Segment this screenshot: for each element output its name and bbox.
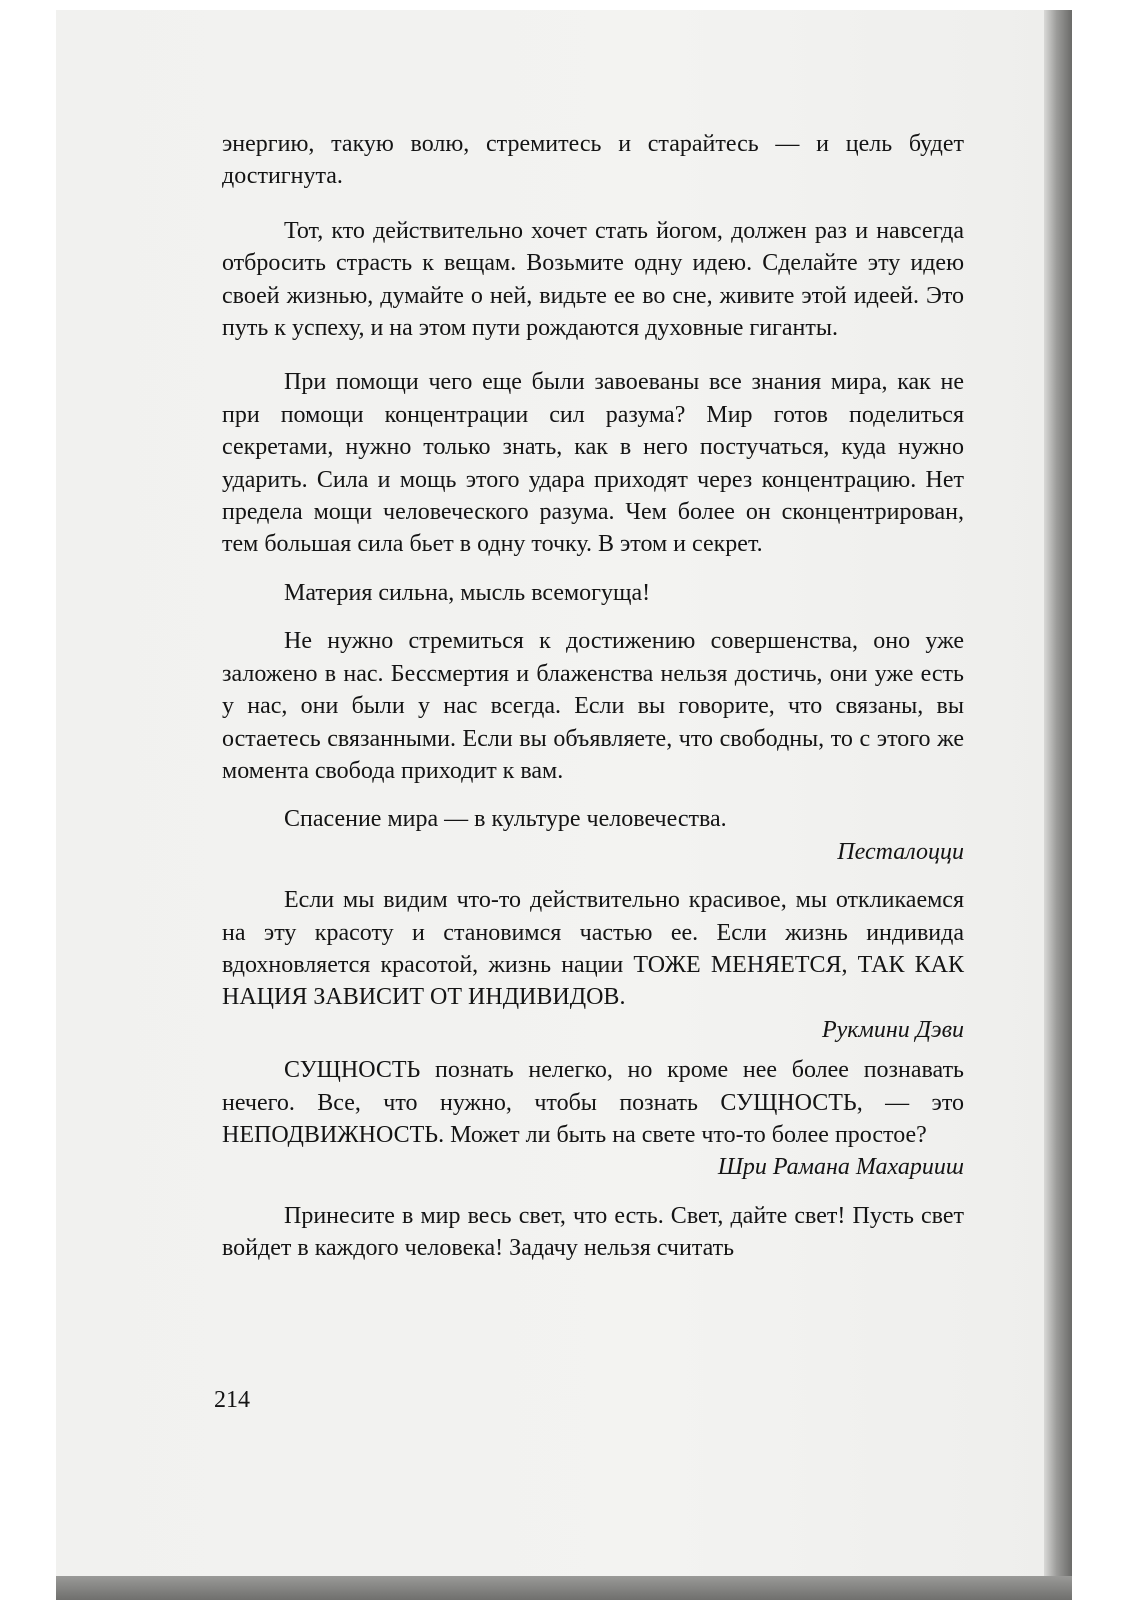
paragraph-concentration: При помощи чего еще были завоеваны все знания мира, как не при помощи концентрации сил разума? Мир готов поделиться секретами, нужно только знать, как в него постучаться, куда нужно ударить. Сила и мощь этого удара приходят через концентрацию. Нет предела мощи человеческого разума. Чем более он сконцентрирован, тем большая сила бьет в одну точку. В этом и секрет. (222, 369, 964, 558)
page-number: 214 (214, 1387, 250, 1413)
paragraph-light: Принесите в мир весь свет, что есть. Свет, дайте свет! Пусть свет войдет в каждого человека! Задачу нельзя считать (222, 1202, 964, 1262)
book-spine-shadow (1044, 10, 1072, 1600)
scan-right-margin (1072, 0, 1132, 1600)
quote-author-rukmini-devi: Рукмини Дэви (821, 1016, 964, 1043)
paragraph-perfection: Не нужно стремиться к достижению совершенства, оно уже заложено в нас. Бессмертия и блаженства нельзя достичь, они уже есть у нас, они были у нас всегда. Если вы говорите, что связаны, вы остаетесь связанными. Если вы объявляете, что свободны, то с этого же момента свобода приходит к вам. (222, 628, 964, 784)
paragraph-continuation: энергию, такую волю, стремитесь и старайтесь — и цель будет достигнута. (222, 131, 964, 190)
scan-bottom-edge (56, 1576, 1072, 1600)
paragraph-essence: СУЩНОСТЬ познать нелегко, но кроме нее более познавать нечего. Все, что нужно, чтобы познать СУЩНОСТЬ, — это НЕПОДВИЖНОСТЬ. Может ли быть на свете что-то более простое? (222, 1057, 964, 1148)
paragraph-matter: Материя сильна, мысль всемогуща! (284, 579, 651, 606)
scan-top-edge (56, 0, 1072, 10)
quote-author-ramana-maharshi: Шри Рамана Махарииш (717, 1154, 964, 1181)
paragraph-salvation: Спасение мира — в культуре человечества. (284, 806, 727, 833)
scan-left-margin (0, 0, 56, 1600)
quote-author-pestalozzi: Песталоцци (837, 838, 964, 865)
page-body (222, 128, 964, 1265)
paragraph-yoga: Тот, кто действительно хочет стать йогом, должен раз и навсегда отбросить страсть к вещам. Возьмите одну идею. Сделайте эту идею своей жизнью, думайте о ней, видьте ее во сне, живите этой идеей. Это путь к успеху, и на этом пути рождаются духовные гиганты. (222, 217, 964, 342)
paragraph-beauty: Если мы видим что-то действительно красивое, мы откликаемся на эту красоту и становимся частью ее. Если жизнь индивида вдохновляется красотой, жизнь нации ТОЖЕ МЕНЯЕТСЯ, ТАК КАК НАЦИЯ ЗАВИСИТ ОТ ИНДИВИДОВ. (222, 887, 964, 1011)
